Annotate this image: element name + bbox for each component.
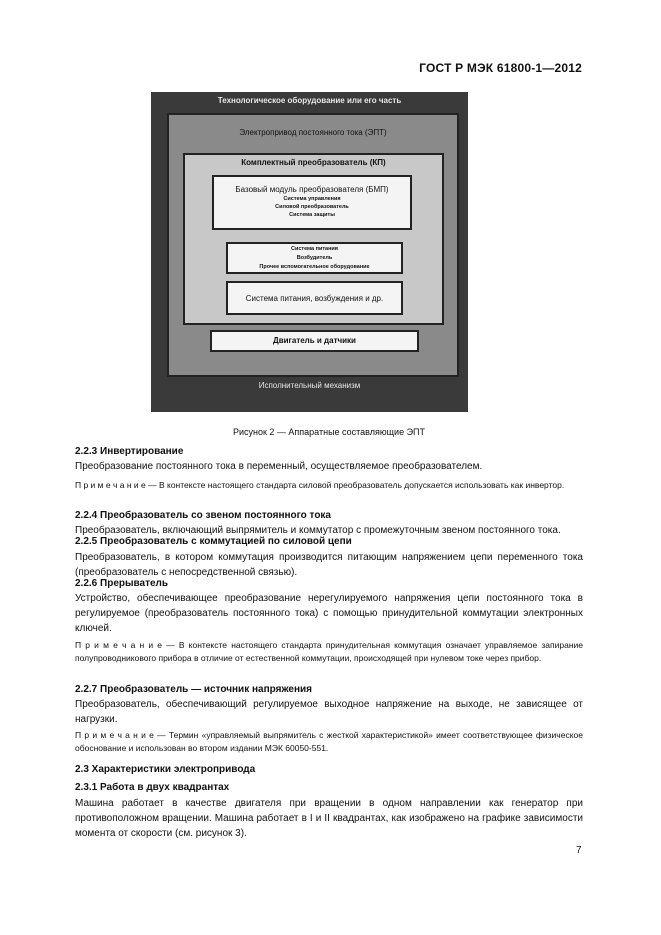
- note-text: — Термин «управляемый выпрямитель с жесткой характеристикой» имеет соответствующее физическое обоснование и использован во втором издании МЭК 60050-551.: [75, 730, 583, 753]
- figure-support-line: Возбудитель: [296, 255, 333, 261]
- figure-mechanism-label: Исполнительный механизм: [258, 381, 361, 390]
- section-text: Преобразователь, обеспечивающий регулируемое выходное напряжение на выходе, не зависящее от нагрузки.: [75, 699, 583, 725]
- section-heading: 2.2.3 Инвертирование: [75, 446, 184, 457]
- figure-outer-title: Технологическое оборудование или его часть: [217, 96, 402, 105]
- figure-caption: Рисунок 2 — Аппаратные составляющие ЭПТ: [232, 427, 426, 437]
- section-heading: 2.2.4 Преобразователь со звеном постоянного тока: [75, 510, 331, 521]
- figure-ept-title: Электропривод постоянного тока (ЭПТ): [239, 128, 387, 137]
- figure-support-line: Прочее вспомогательное оборудование: [259, 264, 370, 270]
- figure-kp-title: Комплектный преобразователь (КП): [241, 158, 386, 167]
- section-heading: 2.3 Характеристики электропривода: [75, 764, 256, 775]
- section-note: [75, 479, 583, 492]
- section-text: Преобразователь, включающий выпрямитель и коммутатор с промежуточным звеном постоянного тока.: [75, 525, 561, 536]
- note-text: — В контексте настоящего стандарта принудительная коммутация означает управляемое запирание полупроводникового прибора в отличие от естественной коммутации, происходящей при нулевом токе через прибор.: [75, 640, 583, 663]
- figure-motor-label: Двигатель и датчики: [273, 336, 356, 345]
- figure-aux-label: Система питания, возбуждения и др.: [245, 294, 384, 303]
- section-text-content: Преобразование постоянного тока в переменный, осуществляемое преобразователем.: [75, 461, 483, 472]
- standard-header: ГОСТ Р МЭК 61800-1—2012: [419, 61, 582, 75]
- figure-bmp-line: Система управления: [283, 196, 341, 202]
- section-text: Преобразователь, в котором коммутация производится питающим напряжением цепи переменного тока (преобразователь с непосредственной связью).: [75, 552, 583, 578]
- section-heading: 2.3.1 Работа в двух квадрантах: [75, 782, 230, 793]
- section-heading: 2.2.6 Прерыватель: [75, 578, 169, 589]
- note-label: П р и м е ч а н и е: [75, 480, 146, 490]
- section-text: Устройство, обеспечивающее преобразование нерегулируемого напряжения цепи постоянного тока в регулируемое (преобразователь постоянного тока) с помощью принудительной коммутации электронных ключей.: [75, 593, 583, 634]
- figure-bmp-title: Базовый модуль преобразователя (БМП): [235, 185, 389, 194]
- note-text: — В контексте настоящего стандарта силовой преобразователь допускается использовать как инвертор.: [145, 480, 565, 490]
- section-note: [75, 729, 583, 755]
- figure-bmp-line: Система защиты: [289, 212, 335, 218]
- page-number: 7: [576, 845, 582, 856]
- section-heading: 2.2.5 Преобразователь с коммутацией по силовой цепи: [75, 536, 352, 547]
- figure-bmp-box: [212, 175, 412, 230]
- section-heading: 2.2.7 Преобразователь — источник напряжения: [75, 684, 312, 695]
- section-note: [75, 639, 583, 665]
- figure-support-line: Система питания: [290, 246, 339, 252]
- note-label: П р и м е ч а н и е: [75, 730, 154, 740]
- section-text: Машина работает в качестве двигателя при вращении в одном направлении как генератор при противоположном вращении. Машина работает в I и II квадрантах, как изображено на графике зависимости момента от скорости (см. рисунок 3).: [75, 798, 583, 839]
- note-label: П р и м е ч а н и е: [75, 640, 162, 650]
- section-text: [75, 459, 583, 474]
- figure-bmp-line: Силовой преобразователь: [275, 204, 349, 210]
